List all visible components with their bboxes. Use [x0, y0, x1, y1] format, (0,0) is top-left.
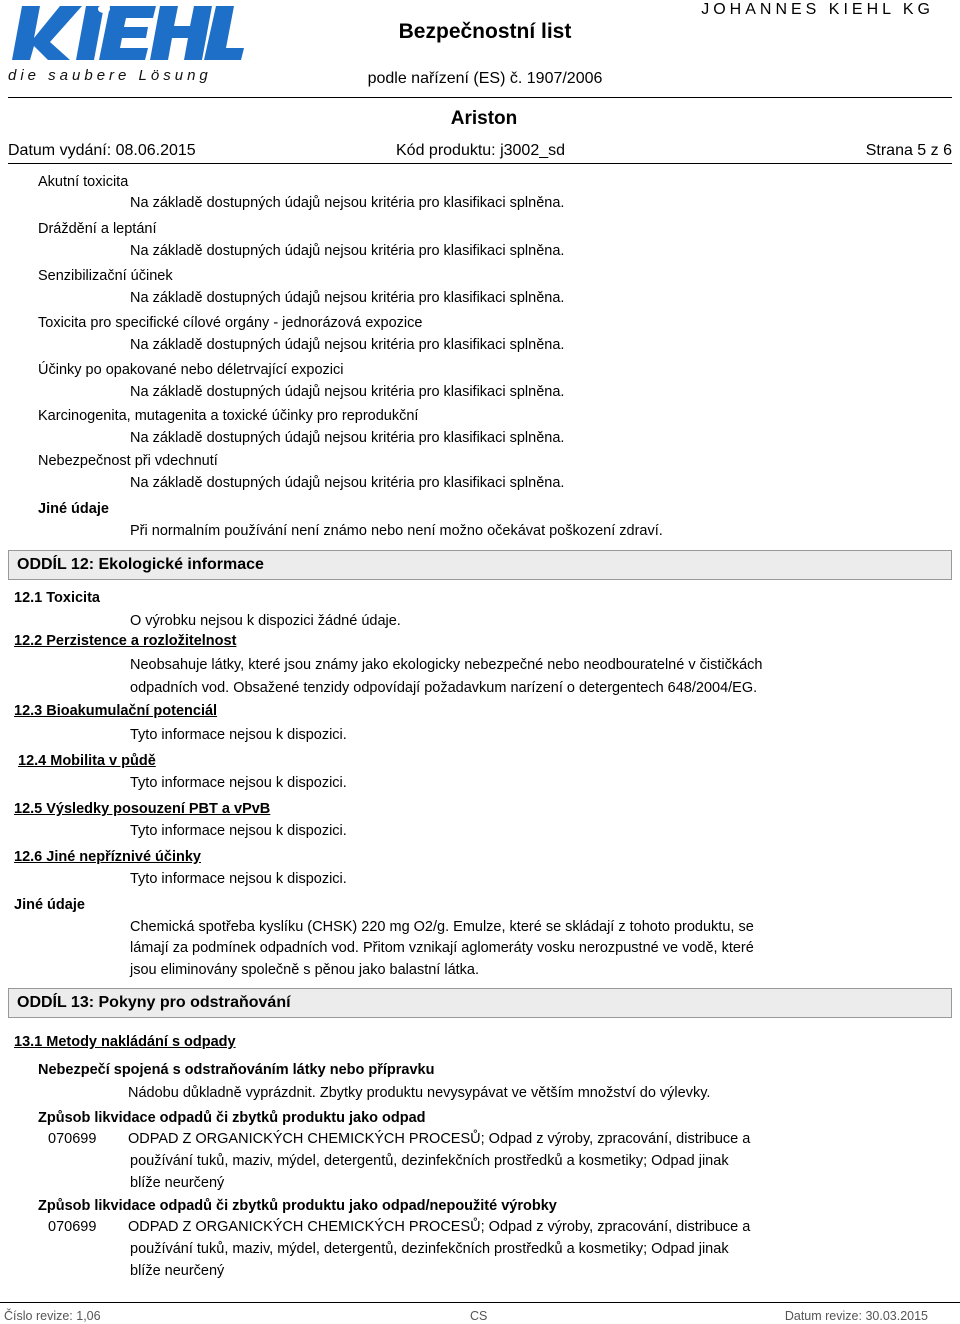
regulation-reference: podle nařízení (ES) č. 1907/2006 — [367, 70, 603, 87]
toxicology-other-label: Jiné údaje — [38, 501, 109, 517]
s13-1-label: 13.1 Metody nakládání s odpady — [14, 1034, 236, 1050]
acute-toxicity-label: Akutní toxicita — [38, 174, 129, 190]
svg-text:die saubere Lösung: die saubere Lösung — [8, 67, 212, 84]
stot-single-value: Na základě dostupných údajů nejsou kritéria pro klasifikaci splněna. — [130, 337, 565, 353]
disposal-hazard-label: Nebezpečí spojená s odstraňováním látky nebo přípravku — [38, 1062, 435, 1078]
s12-other-label: Jiné údaje — [14, 897, 85, 913]
header-divider — [8, 97, 952, 98]
waste-desc-line2: používání tuků, maziv, mýdel, detergentů, dezinfekčních prostředků a kosmetiky; Odpad jinak — [130, 1153, 729, 1169]
cmr-label: Karcinogenita, mutagenita a toxické účinky pro reprodukční — [38, 408, 419, 424]
disposal-hazard-value: Nádobu důkladně vyprázdnit. Zbytky produktu nevysypávat ve větším množství do výlevky. — [128, 1085, 711, 1101]
packaging-desc-line2: používání tuků, maziv, mýdel, detergentů, dezinfekčních prostředků a kosmetiky; Odpad jinak — [130, 1241, 729, 1257]
packaging-code: 070699 — [48, 1219, 97, 1235]
section-12-header: ODDÍL 12: Ekologické informace — [8, 550, 952, 580]
s12-1-label: 12.1 Toxicita — [14, 590, 100, 606]
s12-other-line1: Chemická spotřeba kyslíku (CHSK) 220 mg O2/g. Emulze, které se skládají z tohoto produktu, se — [130, 919, 754, 935]
s12-3-label: 12.3 Bioakumulační potenciál — [14, 703, 218, 719]
waste-code: 070699 — [48, 1131, 97, 1147]
s12-4-value: Tyto informace nejsou k dispozici. — [130, 775, 347, 791]
s12-1-value: O výrobku nejsou k dispozici žádné údaje. — [130, 613, 401, 629]
packaging-desc-line3: blíže neurčený — [130, 1263, 225, 1279]
s12-3-value: Tyto informace nejsou k dispozici. — [130, 727, 347, 743]
toxicology-other-value: Při normalním používání není známo nebo není možno očekávat poškození zdraví. — [130, 523, 663, 539]
document-meta-bar — [8, 138, 952, 164]
waste-desc-line1: ODPAD Z ORGANICKÝCH CHEMICKÝCH PROCESŮ; Odpad z výroby, zpracování, distribuce a — [128, 1131, 751, 1147]
stot-repeated-value: Na základě dostupných údajů nejsou kritéria pro klasifikaci splněna. — [130, 384, 565, 400]
s12-5-value: Tyto informace nejsou k dispozici. — [130, 823, 347, 839]
stot-repeated-label: Účinky po opakované nebo déletrvající expozici — [38, 362, 344, 378]
packaging-disposal-label: Způsob likvidace odpadů či zbytků produktu jako odpad/nepoužité výrobky — [38, 1198, 557, 1214]
irritation-value: Na základě dostupných údajů nejsou kritéria pro klasifikaci splněna. — [130, 243, 565, 259]
aspiration-value: Na základě dostupných údajů nejsou kritéria pro klasifikaci splněna. — [130, 475, 565, 491]
s12-4-label: 12.4 Mobilita v půdě — [18, 753, 156, 769]
revision-date: Datum revize: 30.03.2015 — [784, 1309, 928, 1323]
revision-number: Číslo revize: 1,06 — [4, 1309, 101, 1323]
sensitization-label: Senzibilizační účinek — [38, 268, 173, 284]
irritation-label: Dráždění a leptání — [38, 221, 157, 237]
waste-desc-line3: blíže neurčený — [130, 1175, 225, 1191]
s12-2-label: 12.2 Perzistence a rozložitelnost — [14, 633, 237, 649]
company-name: JOHANNES KIEHL KG — [701, 1, 934, 18]
stot-single-label: Toxicita pro specifické cílové orgány - jednorázová expozice — [38, 315, 423, 331]
s12-6-value: Tyto informace nejsou k dispozici. — [130, 871, 347, 887]
product-name: Ariston — [450, 108, 518, 129]
acute-toxicity-value: Na základě dostupných údajů nejsou kritéria pro klasifikaci splněna. — [130, 195, 565, 211]
product-code: Kód produktu: j3002_sd — [396, 142, 566, 159]
s12-other-line2: lámají za podmínek odpadních vod. Přitom vznikají aglomeráty vosku nerozpustné ve vodě, které — [130, 940, 754, 956]
page-number: Strana 5 z 6 — [865, 142, 952, 159]
issue-date: Datum vydání: 08.06.2015 — [8, 142, 196, 159]
language-code: CS — [470, 1309, 488, 1323]
s12-6-label: 12.6 Jiné nepříznivé účinky — [14, 849, 201, 865]
waste-disposal-label: Způsob likvidace odpadů či zbytků produktu jako odpad — [38, 1110, 426, 1126]
s12-2-line2: odpadních vod. Obsažené tenzidy odpovídají požadavkum narízení o detergentech 648/2004/EG. — [130, 680, 758, 696]
sensitization-value: Na základě dostupných údajů nejsou kritéria pro klasifikaci splněna. — [130, 290, 565, 306]
s12-5-label: 12.5 Výsledky posouzení PBT a vPvB — [14, 801, 271, 817]
document-title: Bezpečnostní list — [398, 20, 572, 43]
packaging-desc-line1: ODPAD Z ORGANICKÝCH CHEMICKÝCH PROCESŮ; Odpad z výroby, zpracování, distribuce a — [128, 1219, 751, 1235]
footer-divider — [0, 1302, 960, 1303]
cmr-value: Na základě dostupných údajů nejsou kritéria pro klasifikaci splněna. — [130, 430, 565, 446]
s12-2-line1: Neobsahuje látky, které jsou známy jako ekologicky nebezpečné nebo neodbouratelné v čističkách — [130, 657, 763, 673]
aspiration-label: Nebezpečnost při vdechnutí — [38, 453, 218, 469]
s12-other-line3: jsou eliminovány společně s pěnou jako balastní látka. — [130, 962, 480, 978]
section-13-header: ODDÍL 13: Pokyny pro odstraňování — [8, 988, 952, 1018]
